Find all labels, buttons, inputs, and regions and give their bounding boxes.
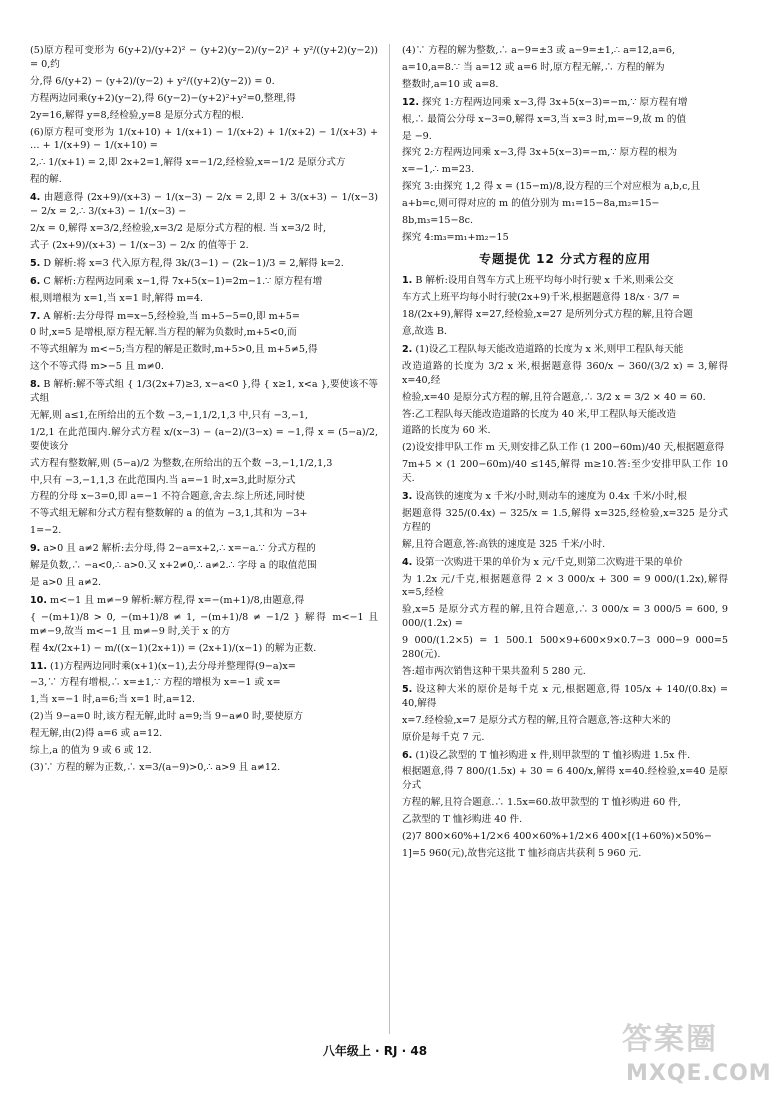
answer-text: 中,只有 −3,−1,1,3 在此范围内.当 a=−1 时,x=3,此时原分式 bbox=[30, 474, 296, 486]
answer-line bbox=[402, 360, 728, 388]
answer-line bbox=[402, 231, 728, 245]
section-title: 专题提优 12 分式方程的应用 bbox=[478, 251, 652, 266]
answer-text: (5)原方程可变形为 6(y+2)/(y+2)² − (y+2)(y−2)/(y−2)² + y²/((y+2)(y−2)) = 0,约 bbox=[30, 45, 378, 70]
answer-line bbox=[402, 291, 728, 305]
answer-text: 2,∴ 1/(x+1) = 2,即 2x+2=1,解得 x=−1/2,经检验,x=−1/2 是原分式方 bbox=[30, 157, 346, 169]
answer-item bbox=[30, 310, 378, 375]
question-number: 3. bbox=[402, 491, 413, 503]
answer-text: 1=−2. bbox=[30, 525, 62, 537]
answer-text: 探究 2:方程两边同乘 x−3,得 3x+5(x−3)=−m,∵ 原方程的根为 bbox=[402, 147, 678, 159]
answer-item bbox=[402, 556, 728, 679]
answer-text: 改造道路的长度为 3/2 x 米,根据题意得 360/x − 360/(3/2 x) = 3,解得 x=40,经 bbox=[402, 360, 728, 386]
answer-text: 答:超市两次销售这种干果共盈利 5 280 元. bbox=[402, 666, 586, 678]
answer-item bbox=[30, 378, 378, 538]
answer-line bbox=[402, 830, 728, 844]
watermark-text-top: 答案圈 bbox=[622, 1022, 718, 1057]
answer-line bbox=[402, 714, 728, 728]
answer-item bbox=[402, 749, 728, 861]
question-number: 12. bbox=[402, 96, 419, 108]
answer-text: m<−1 且 m≠−9 解析:解方程,得 x=−(m+1)/8,由题意,得 bbox=[50, 594, 305, 606]
answer-line bbox=[402, 146, 728, 160]
answer-text: a>0 且 a≠2 解析:去分母,得 2−a=x+2,∴ x=−a.∵ 分式方程的 bbox=[43, 543, 316, 555]
question-number: 8. bbox=[30, 379, 41, 391]
answer-line bbox=[30, 109, 378, 123]
answer-text: B 解析:解不等式组 { 1/3(2x+7)≥3, x−a<0 },得 { x≥1, x<a },要使该不等式组 bbox=[30, 379, 378, 405]
answer-line bbox=[402, 130, 728, 144]
question-number: 9. bbox=[30, 543, 41, 555]
answer-item bbox=[30, 191, 378, 253]
answer-text: 方程两边同乘(y+2)(y−2),得 6(y−2)−(y+2)²+y²=0,整理,得 bbox=[30, 92, 296, 104]
answer-text: 7m+5 × (1 200−60m)/40 ≤145,解得 m≥10.答:至少安排甲队工作 10 天. bbox=[402, 459, 728, 485]
answer-line bbox=[402, 441, 728, 455]
answer-line bbox=[402, 163, 728, 177]
answer-line bbox=[30, 611, 378, 639]
answer-line bbox=[402, 813, 728, 827]
answer-line bbox=[402, 556, 728, 570]
answer-line bbox=[402, 408, 728, 422]
answer-text: 无解,则 a≤1,在所给出的五个数 −3,−1,1/2,1,3 中,只有 −3,−1, bbox=[30, 409, 309, 421]
answer-item bbox=[402, 274, 728, 339]
answer-text: B 解析:设用自驾车方式上班平均每小时行驶 x 千米,则乘公交 bbox=[415, 275, 674, 287]
answer-text: (2)设安排甲队工作 m 天,则安排乙队工作 (1 200−60m)/40 天,根据题意得 bbox=[402, 442, 725, 454]
answer-line bbox=[30, 191, 378, 219]
question-number: 2. bbox=[402, 343, 413, 355]
answer-line bbox=[402, 391, 728, 405]
answer-text: 探究 4:m₃=m₁+m₂−15 bbox=[402, 231, 509, 243]
answer-item bbox=[30, 660, 378, 775]
answer-text: x=−1,∴ m=23. bbox=[402, 164, 475, 176]
answer-text: 道路的长度为 60 米. bbox=[402, 425, 491, 437]
answer-text: A 解析:去分母得 m=x−5,经检验,当 m+5−5=0,即 m+5= bbox=[43, 310, 300, 322]
answer-line bbox=[30, 693, 378, 707]
answer-text: (1)设乙款型的 T 恤衫购进 x 件,则甲款型的 T 恤衫购进 1.5x 件. bbox=[415, 749, 691, 761]
answer-text: 探究 3:由探究 1,2 得 x = (15−m)/8,设方程的三个对应根为 a,b,c,且 bbox=[402, 181, 701, 193]
answer-line bbox=[30, 275, 378, 289]
answer-line bbox=[402, 96, 728, 110]
answer-line bbox=[402, 325, 728, 339]
answer-text: 根据题意,得 7 800/(1.5x) + 30 = 6 400/x,解得 x=40.经检验,x=40 是原分式 bbox=[402, 766, 728, 792]
watermark-logo bbox=[612, 1018, 772, 1088]
question-number: 5. bbox=[402, 683, 413, 695]
question-number: 7. bbox=[30, 310, 41, 322]
answer-text: 9 000/(1.2×5) = 1 500.1 500×9+600×9×0.7−3 000−9 000=5 280(元). bbox=[402, 635, 728, 661]
answer-line bbox=[30, 378, 378, 406]
answer-line bbox=[402, 197, 728, 211]
answer-text: 根,则增根为 x=1,当 x=1 时,解得 m=4. bbox=[30, 292, 204, 304]
answer-text: 是 −9. bbox=[402, 130, 432, 142]
answer-item bbox=[30, 257, 378, 271]
right-column bbox=[402, 44, 728, 865]
answer-line bbox=[30, 710, 378, 724]
answer-line bbox=[30, 542, 378, 556]
answer-line bbox=[30, 490, 378, 504]
answer-text: 2/x = 0,解得 x=3/2,经检验,x=3/2 是原分式方程的根. 当 x=3/2 时, bbox=[30, 222, 327, 234]
answer-line bbox=[402, 665, 728, 679]
answer-line bbox=[402, 343, 728, 357]
answer-line bbox=[402, 113, 728, 127]
answer-line bbox=[402, 490, 728, 504]
watermark-text-bottom: MXQE.COM bbox=[626, 1061, 772, 1086]
answer-line bbox=[402, 61, 728, 75]
answer-text: (1)设乙工程队每天能改造道路的长度为 x 米,则甲工程队每天能 bbox=[415, 343, 684, 355]
answer-text: 据题意得 325/(0.4x) − 325/x = 1.5,解得 x=325,经检验,x=325 是分式方程的 bbox=[402, 507, 728, 533]
answer-line bbox=[30, 426, 378, 454]
answer-text: (2)当 9−a=0 时,该方程无解,此时 a=9;当 9−a≠0 时,要使原方 bbox=[30, 711, 303, 723]
answer-text: 分,得 6/(y+2) − (y+2)/(y−2) + y²/((y+2)(y−2)) = 0. bbox=[30, 75, 275, 87]
answer-line bbox=[402, 573, 728, 601]
answer-text: 不等式组无解和分式方程有整数解的 a 的值为 −3,1,其和为 −3+ bbox=[30, 508, 308, 520]
answer-line bbox=[402, 180, 728, 194]
answer-text: 程的解. bbox=[30, 174, 62, 186]
answer-line bbox=[30, 524, 378, 538]
answer-text: a+b=c,则可得对应的 m 的值分别为 m₁=15−8a,m₂=15− bbox=[402, 198, 660, 210]
answer-line bbox=[402, 308, 728, 322]
answer-line bbox=[402, 796, 728, 810]
answer-text: 1,当 x=−1 时,a=6;当 x=1 时,a=12. bbox=[30, 694, 196, 706]
answer-line bbox=[30, 642, 378, 656]
answer-text: 检验,x=40 是原分式方程的解,且符合题意,∴ 3/2 x = 3/2 × 40 = 60. bbox=[402, 391, 706, 403]
answer-line bbox=[30, 594, 378, 608]
answer-line bbox=[402, 749, 728, 763]
question-number: 4. bbox=[402, 556, 413, 568]
answer-text: 整数时,a=10 或 a=8. bbox=[402, 78, 499, 90]
answer-item bbox=[30, 275, 378, 306]
answer-text: 意,故选 B. bbox=[402, 325, 447, 337]
answer-text: 设高铁的速度为 x 千米/小时,则动车的速度为 0.4x 千米/小时,根 bbox=[415, 491, 687, 503]
answer-text: C 解析:方程两边同乘 x−1,得 7x+5(x−1)=2m−1.∵ 原方程有增 bbox=[43, 275, 323, 287]
answer-line bbox=[402, 731, 728, 745]
answer-text: 探究 1:方程两边同乘 x−3,得 3x+5(x−3)=−m,∵ 原方程有增 bbox=[422, 96, 688, 108]
page-footer: 八年级上 · RJ · 48 bbox=[322, 1044, 428, 1058]
answer-line bbox=[30, 559, 378, 573]
answer-item bbox=[30, 44, 378, 187]
answer-line bbox=[30, 92, 378, 106]
answer-item bbox=[402, 683, 728, 745]
answer-line bbox=[30, 676, 378, 690]
answer-item bbox=[402, 490, 728, 552]
question-number: 4. bbox=[30, 192, 41, 204]
answer-text: 根,∴ 最简公分母 x−3=0,解得 x=3,当 x=3 时,m=−9,故 m 的值 bbox=[402, 113, 687, 125]
answer-text: 0 时,x=5 是增根,原方程无解.当方程的解为负数时,m+5<0,而 bbox=[30, 327, 297, 339]
answer-line bbox=[402, 507, 728, 535]
answer-text: 2y=16,解得 y=8,经检验,y=8 是原分式方程的根. bbox=[30, 109, 244, 121]
answer-text: 方程的解,且符合题意.∴ 1.5x=60.故甲款型的 T 恤衫购进 60 件, bbox=[402, 797, 681, 809]
answer-text: (4)∵ 方程的解为整数,∴ a−9=±3 或 a−9=±1,∴ a=12,a=6, bbox=[402, 45, 675, 56]
answer-line bbox=[30, 744, 378, 758]
answer-line bbox=[402, 538, 728, 552]
column-divider bbox=[389, 44, 390, 1034]
answer-line bbox=[30, 156, 378, 170]
answer-line bbox=[30, 173, 378, 187]
answer-item bbox=[402, 44, 728, 92]
answer-item bbox=[402, 96, 728, 245]
answer-line bbox=[30, 257, 378, 271]
answer-text: 式子 (2x+9)/(x+3) − 1/(x−3) − 2/x 的值等于 2. bbox=[30, 239, 249, 251]
left-column bbox=[30, 44, 378, 779]
answer-line bbox=[30, 576, 378, 590]
answer-line bbox=[402, 603, 728, 631]
answer-item bbox=[402, 343, 728, 486]
answer-text: 乙款型的 T 恤衫购进 40 件. bbox=[402, 814, 523, 826]
answer-text: 答:乙工程队每天能改造道路的长度为 40 米,甲工程队每天能改造 bbox=[402, 408, 677, 420]
question-number: 6. bbox=[402, 749, 413, 761]
answer-line bbox=[402, 683, 728, 711]
question-number: 11. bbox=[30, 660, 47, 672]
answer-line bbox=[402, 634, 728, 662]
answer-line bbox=[30, 292, 378, 306]
answer-text: 原价是每千克 7 元. bbox=[402, 731, 485, 743]
answer-text: 解是负数,∴ −a<0,∴ a>0.又 x+2≠0,∴ a≠2.∴ 字母 a 的取值范围 bbox=[30, 560, 317, 572]
answer-line bbox=[30, 75, 378, 89]
answer-line bbox=[402, 765, 728, 793]
question-number: 5. bbox=[30, 257, 41, 269]
question-number: 6. bbox=[30, 275, 41, 287]
answer-line bbox=[402, 274, 728, 288]
answer-text: 验,x=5 是原分式方程的解,且符合题意,∴ 3 000/x = 3 000/5 = 600, 9 000/(1.2x) = bbox=[402, 604, 728, 630]
answer-text: 解,且符合题意,答:高铁的速度是 325 千米/小时. bbox=[402, 538, 606, 550]
answer-text: 由题意得 (2x+9)/(x+3) − 1/(x−3) − 2/x = 2,即 2 + 3/(x+3) − 1/(x−3) − 2/x = 2,∴ 3/(x+3) − 1/(x−3) − bbox=[30, 192, 378, 218]
answer-text: x=7.经检验,x=7 是原分式方程的解,且符合题意,答:这种大米的 bbox=[402, 714, 671, 726]
answer-text: 综上,a 的值为 9 或 6 或 12. bbox=[30, 745, 152, 757]
answer-line bbox=[402, 214, 728, 228]
answer-line bbox=[30, 360, 378, 374]
answer-text: −3,∵ 方程有增根,∴ x=±1,∵ 方程的增根为 x=−1 或 x= bbox=[30, 677, 281, 689]
answer-text: 式方程有整数解,则 (5−a)/2 为整数,在所给出的五个数 −3,−1,1/2,1,3 bbox=[30, 457, 333, 469]
answer-line bbox=[402, 78, 728, 92]
answer-text: 1]=5 960(元),故售完这批 T 恤衫商店共获利 5 960 元. bbox=[402, 847, 642, 859]
answer-text: 不等式组解为 m<−5;当方程的解是正数时,m+5>0,且 m+5≠5,得 bbox=[30, 344, 318, 356]
question-number: 1. bbox=[402, 275, 413, 287]
answer-text: D 解析:将 x=3 代入原方程,得 3k/(3−1) − (2k−1)/3 = 2,解得 k=2. bbox=[43, 257, 344, 269]
answer-text: 8b,m₃=15−8c. bbox=[402, 215, 474, 227]
answer-text: 方程的分母 x−3=0,即 a=−1 不符合题意,舍去.综上所述,同时使 bbox=[30, 491, 305, 503]
answer-line bbox=[402, 424, 728, 438]
answer-text: 18/(2x+9),解得 x=27,经检验,x=27 是所列分式方程的解,且符合题 bbox=[402, 309, 693, 321]
answer-line bbox=[30, 474, 378, 488]
answer-item bbox=[30, 542, 378, 590]
answer-line bbox=[402, 847, 728, 861]
answer-item bbox=[30, 594, 378, 656]
answer-text: 车方式上班平均每小时行驶(2x+9)千米,根据题意得 18/x · 3/7 = bbox=[402, 292, 681, 304]
answer-line bbox=[30, 222, 378, 236]
answer-line bbox=[30, 761, 378, 775]
answer-line bbox=[30, 343, 378, 357]
answer-text: { −(m+1)/8 > 0, −(m+1)/8 ≠ 1, −(m+1)/8 ≠ −1/2 } 解得 m<−1 且 m≠−9,故当 m<−1 且 m≠−9 时,关于 x 的方 bbox=[30, 611, 378, 637]
answer-line bbox=[30, 507, 378, 521]
answer-line bbox=[30, 660, 378, 674]
answer-line bbox=[30, 310, 378, 324]
answer-line bbox=[30, 326, 378, 340]
answer-text: (2)7 800×60%+1/2×6 400×60%+1/2×6 400×[(1+60%)×50%− bbox=[402, 831, 712, 843]
answer-line bbox=[30, 239, 378, 253]
answer-text: 程 4x/(2x+1) − m/((x−1)(2x+1)) = (2x+1)/(x−1) 的解为正数. bbox=[30, 642, 317, 654]
answer-line bbox=[30, 44, 378, 72]
answer-text: 是 a>0 且 a≠2. bbox=[30, 577, 102, 588]
answer-text: 这个不等式得 m>−5 且 m≠0. bbox=[30, 361, 164, 373]
answer-text: (1)方程两边同时乘(x+1)(x−1),去分母并整理得(9−a)x= bbox=[50, 660, 296, 672]
answer-text: a=10,a=8.∵ 当 a=12 或 a=6 时,原方程无解,∴ 方程的解为 bbox=[402, 61, 665, 73]
answer-line bbox=[402, 458, 728, 486]
answer-line bbox=[402, 44, 728, 58]
answer-text: (6)原方程可变形为 1/(x+10) + 1/(x+1) − 1/(x+2) + 1/(x+2) − 1/(x+3) + … + 1/(x+9) − 1/(x+10) = bbox=[30, 126, 378, 152]
answer-text: 设这种大米的原价是每千克 x 元,根据题意,得 105/x + 140/(0.8x) = 40,解得 bbox=[402, 683, 728, 709]
answer-text: 设第一次购进干果的单价为 x 元/千克,则第二次购进干果的单价 bbox=[415, 556, 683, 568]
answer-text: 1/2,1 在此范围内.解分式方程 x/(x−3) − (a−2)/(3−x) = −1,得 x = (5−a)/2,要使该分 bbox=[30, 426, 378, 452]
answer-line bbox=[30, 409, 378, 423]
answer-text: (3)∵ 方程的解为正数,∴ x=3/(a−9)>0,∴ a>9 且 a≠12. bbox=[30, 761, 281, 773]
question-number: 10. bbox=[30, 594, 47, 606]
answer-line bbox=[30, 727, 378, 741]
answer-line bbox=[30, 126, 378, 154]
answer-text: 为 1.2x 元/千克,根据题意得 2 × 3 000/x + 300 = 9 000/(1.2x),解得 x=5,经检 bbox=[402, 573, 728, 599]
answer-line bbox=[30, 457, 378, 471]
answer-text: 程无解,由(2)得 a=6 或 a=12. bbox=[30, 728, 163, 740]
